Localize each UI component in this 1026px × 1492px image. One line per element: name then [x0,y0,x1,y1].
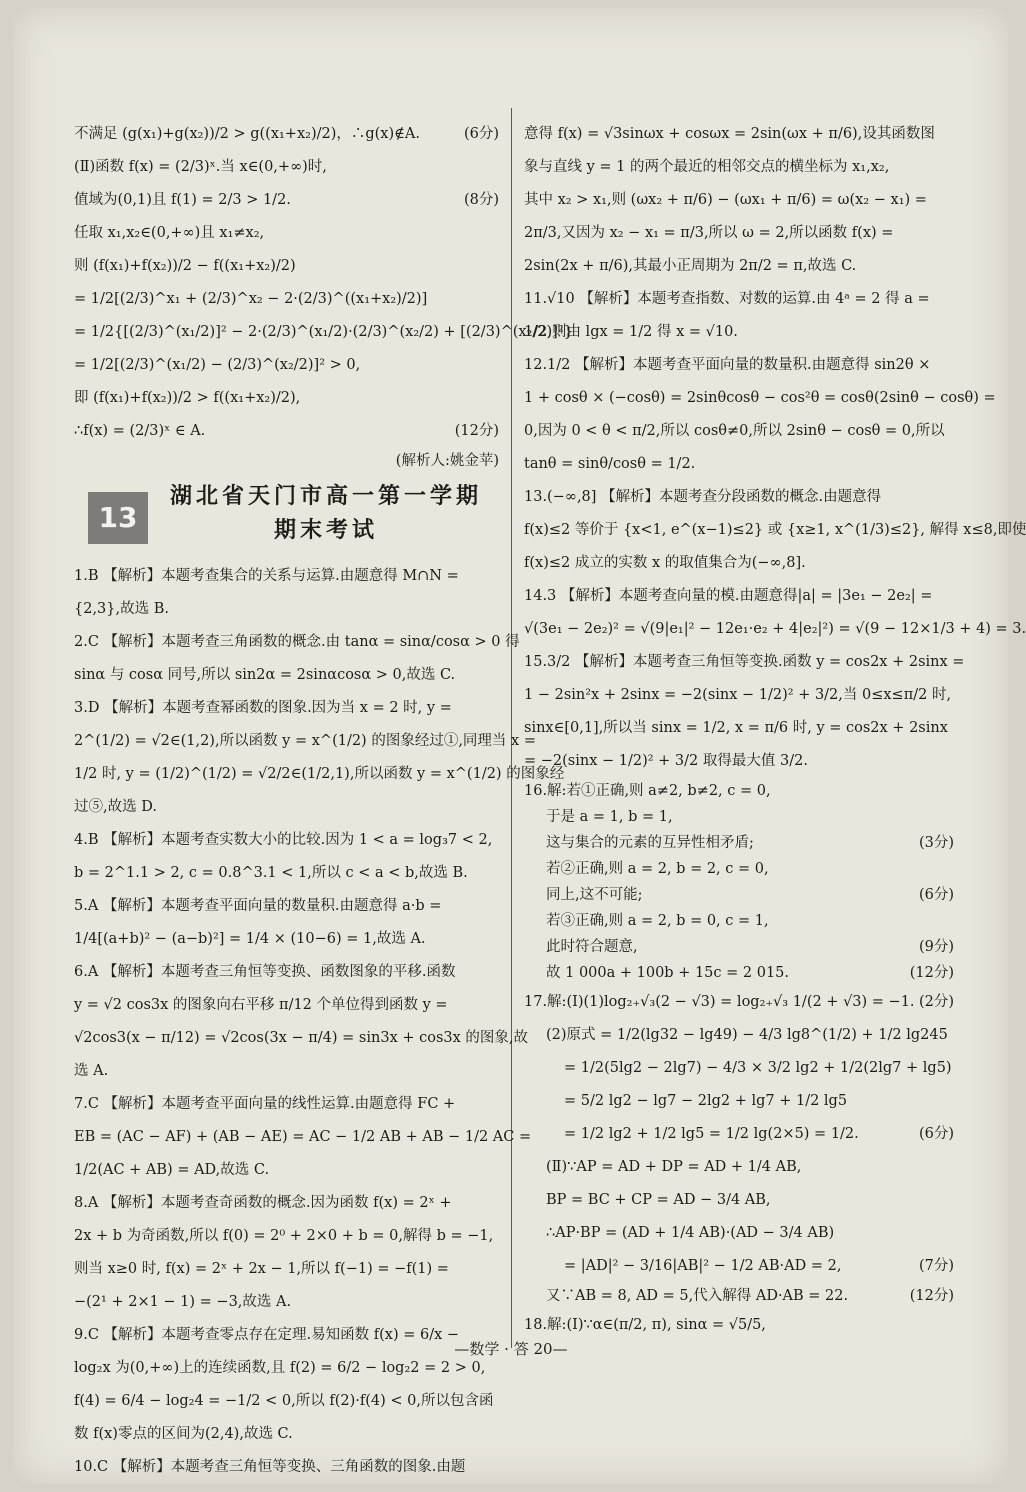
answer-line [524,349,954,382]
solution-line-text: 任取 x₁,x₂∈(0,+∞)且 x₁≠x₂, [74,225,265,241]
answer-line [74,1451,499,1484]
answer-line-text: 故 1 000a + 100b + 15c = 2 015. [546,965,790,981]
answer-line [524,250,954,283]
answer-line-text: BP = BC + CP = AD − 3/4 AB, [546,1192,771,1208]
solution-line [74,217,499,250]
answer-line-text: 若②正确,则 a = 2, b = 2, c = 0, [546,861,769,877]
answer-line-text: 7.C 【解析】本题考查平面向量的线性运算.由题意得 FC + [74,1096,456,1112]
answer-line-text: 17.解:(Ⅰ)(1)log₂₊√₃(2 − √3) = log₂₊√₃ 1/(2 + √3) = −1. [524,994,915,1010]
answer-line [524,804,954,830]
solution-line [74,349,499,382]
answer-line [524,382,996,415]
section-12-solution-end [74,118,573,448]
answer-line [74,1187,499,1220]
answer-line-text: −(2¹ + 2×1 − 1) = −3,故选 A. [74,1294,292,1310]
page-footer: —数学 · 答 20— [454,1340,568,1358]
score-marker: (8分) [463,192,499,208]
score-marker: (6分) [463,126,499,142]
answer-line [524,712,954,745]
solution-line-text: 即 (f(x₁)+f(x₂))/2 > f((x₁+x₂)/2), [74,390,301,406]
answer-line-text: {2,3},故选 B. [74,601,169,617]
solution-line-text: 不满足 (g(x₁)+g(x₂))/2 > g((x₁+x₂)/2)，∴g(x)∉A. [74,126,420,142]
answer-line-text: 于是 a = 1, b = 1, [546,809,673,825]
answer-line [524,960,954,986]
solution-line-text: 则 (f(x₁)+f(x₂))/2 − f((x₁+x₂)/2) [74,258,296,274]
score-marker: (6分) [918,887,954,903]
answer-line [524,1019,954,1052]
score-marker: (2分) [918,994,954,1010]
answer-line [524,613,1026,646]
solution-line-text: = 1/2[(2/3)^x₁ + (2/3)^x₂ − 2·(2/3)^((x₁+x₂)/2)] [74,291,428,307]
answer-line [524,882,954,908]
answer-line [524,1118,954,1151]
answer-line-text: 1 + cosθ × (−cosθ) = 2sinθcosθ − cos²θ = cosθ(2sinθ − cosθ) = [524,390,996,406]
answer-line-text: 2π/3,又因为 x₂ − x₁ = π/3,所以 ω = 2,所以函数 f(x) = [524,225,894,241]
answer-line-text: f(x)≤2 等价于 {x<1, e^(x−1)≤2} 或 {x≥1, x^(1/3)≤2}, 解得 x≤8,即使 [524,522,1026,538]
answer-line [74,1088,499,1121]
answer-line [74,725,536,758]
score-marker: (12分) [454,423,499,439]
answer-line [524,908,954,934]
answer-line-text: f(4) = 6/4 − log₂4 = −1/2 < 0,所以 f(2)·f(4) < 0,所以包含函 [74,1393,494,1409]
answer-line [524,986,954,1019]
right-column [524,118,1026,1342]
answer-line-text: 1.B 【解析】本题考查集合的关系与运算.由题意得 M∩N = [74,568,459,584]
solution-line-text: = 1/2{[(2/3)^(x₁/2)]² − 2·(2/3)^(x₁/2)·(2/3)^(x₂/2) + [(2/3)^(x₂/2)]²} [74,324,573,340]
answer-line-text: 14.3 【解析】本题考查向量的模.由题意得|a| = |3e₁ − 2e₂| = [524,588,933,604]
answer-line-text: 10.C 【解析】本题考查三角恒等变换、三角函数的图象.由题 [74,1459,466,1475]
solution-line-text: ∴f(x) = (2/3)ˣ ∈ A. [74,423,206,439]
answer-line-text: 1/4[(a+b)² − (a−b)²] = 1/4 × (10−6) = 1,故选 A. [74,931,426,947]
answer-line-text: 1 − 2sin²x + 2sinx = −2(sinx − 1/2)² + 3/2,当 0≤x≤π/2 时, [524,687,952,703]
score-marker: (12分) [909,965,954,981]
solution-line-text: 值域为(0,1)且 f(1) = 2/3 > 1/2. [74,192,291,208]
answer-line-text: 象与直线 y = 1 的两个最近的相邻交点的横坐标为 x₁,x₂, [524,159,890,175]
answer-line-text: 4.B 【解析】本题考查实数大小的比较.因为 1 < a = log₃7 < 2, [74,832,493,848]
answer-line-text: √2cos3(x − π/12) = √2cos(3x − π/4) = sin3x + cos3x 的图象,故 [74,1030,529,1046]
answer-line-text: 1/2,则由 lgx = 1/2 得 x = √10. [524,324,738,340]
answer-line [524,1184,954,1217]
answer-line-text: 18.解:(Ⅰ)∵α∈(π/2, π), sinα = √5/5, [524,1317,766,1333]
answer-line [524,283,954,316]
answer-line [74,1418,499,1451]
answer-line [74,791,499,824]
answer-line [524,217,954,250]
answer-line [524,830,954,856]
answer-line-text: = 1/2(5lg2 − 2lg7) − 4/3 × 3/2 lg2 + 1/2(2lg7 + lg5) [564,1060,952,1076]
answer-line [74,560,499,593]
answer-line-text: = 1/2 lg2 + 1/2 lg5 = 1/2 lg(2×5) = 1/2. [564,1126,859,1142]
answer-line-text: f(x)≤2 成立的实数 x 的取值集合为(−∞,8]. [524,555,806,571]
column-divider [511,108,512,1348]
answer-line [74,1253,499,1286]
answer-line [74,659,499,692]
answer-line-text: = 5/2 lg2 − lg7 − 2lg2 + lg7 + 1/2 lg5 [564,1093,848,1109]
solution-line-text: (Ⅱ)函数 f(x) = (2/3)ˣ.当 x∈(0,+∞)时, [74,159,327,175]
answer-line-text: 同上,这不可能; [546,887,643,903]
answer-line-text: b = 2^1.1 > 2, c = 0.8^3.1 < 1,所以 c < a < b,故选 B. [74,865,468,881]
answer-line [74,956,499,989]
solution-line-text: = 1/2[(2/3)^(x₁/2) − (2/3)^(x₂/2)]² > 0, [74,357,361,373]
answer-line [524,934,954,960]
answer-line-text: 则当 x≥0 时, f(x) = 2ˣ + 2x − 1,所以 f(−1) = −f(1) = [74,1261,449,1277]
section-title [166,480,486,548]
answer-line [74,1055,499,1088]
attribution: (解析人:姚金苹) [395,453,499,469]
answer-line-text: √(3e₁ − 2e₂)² = √(9|e₁|² − 12e₁·e₂ + 4|e₂|²) = √(9 − 12×1/3 + 4) = 3. [524,621,1026,637]
answer-line-text: = |AD|² − 3/16|AB|² − 1/2 AB·AD = 2, [564,1258,842,1274]
score-marker: (3分) [918,835,954,851]
answer-line [74,857,499,890]
answer-line-text: (2)原式 = 1/2(lg32 − lg49) − 4/3 lg8^(1/2) + 1/2 lg245 [546,1027,948,1043]
score-marker: (6分) [918,1126,954,1142]
answer-line [74,1286,499,1319]
answer-line-text: 13.(−∞,8] 【解析】本题考查分段函数的概念.由题意得 [524,489,882,505]
answer-line-text: 8.A 【解析】本题考查奇函数的概念.因为函数 f(x) = 2ˣ + [74,1195,452,1211]
answer-line-text: 2x + b 为奇函数,所以 f(0) = 2⁰ + 2×0 + b = 0,解得 b = −1, [74,1228,494,1244]
answer-page [14,8,1026,1484]
answer-line-text: tanθ = sinθ/cosθ = 1/2. [524,456,696,472]
answer-line-text: 5.A 【解析】本题考查平面向量的数量积.由题意得 a·b = [74,898,442,914]
solution-line [74,382,499,415]
answer-line [74,1154,499,1187]
score-marker: (7分) [918,1258,954,1274]
answer-line [524,547,954,580]
answer-line-text: 2.C 【解析】本题考查三角函数的概念.由 tanα = sinα/cosα > 0 得 [74,634,520,650]
answer-line [524,1151,954,1184]
answer-line [524,679,954,712]
answer-line-text: log₂x 为(0,+∞)上的连续函数,且 f(2) = 6/2 − log₂2 = 2 > 0, [74,1360,486,1376]
answer-line [524,1052,954,1085]
answer-line-text: 12.1/2 【解析】本题考查平面向量的数量积.由题意得 sin2θ × [524,357,931,373]
answer-line-text: 过⑤,故选 D. [74,799,157,815]
answer-line [524,1283,954,1309]
answer-line [524,580,954,613]
answer-line-text: 这与集合的元素的互异性相矛盾; [546,835,754,851]
answer-line-text: 16.解:若①正确,则 a≠2, b≠2, c = 0, [524,783,771,799]
answer-line [524,316,954,349]
score-marker: (12分) [909,1288,954,1304]
answer-line [74,824,499,857]
solution-line [74,283,499,316]
answer-line [74,1220,499,1253]
answer-line-text: 1/2 时, y = (1/2)^(1/2) = √2/2∈(1/2,1),所以函数 y = x^(1/2) 的图象经 [74,766,565,782]
answer-line [74,692,499,725]
answer-line-text: 3.D 【解析】本题考查幂函数的图象.因为当 x = 2 时, y = [74,700,452,716]
answer-line-text: 15.3/2 【解析】本题考查三角恒等变换.函数 y = cos2x + 2sinx = [524,654,965,670]
answer-line-text: 若③正确,则 a = 2, b = 0, c = 1, [546,913,769,929]
section-title-line-1: 湖北省天门市高一第一学期 [169,484,482,509]
answer-line [74,1385,499,1418]
answer-line [74,758,565,791]
answer-line-text: 数 f(x)零点的区间为(2,4),故选 C. [74,1426,293,1442]
answer-line [524,514,1026,547]
answer-line-text: 9.C 【解析】本题考查零点存在定理.易知函数 f(x) = 6/x − [74,1327,460,1343]
answer-line-text: EB = (AC − AF) + (AB − AE) = AC − 1/2 AB + AB − 1/2 AC = [74,1129,532,1145]
answer-line-text: 其中 x₂ > x₁,则 (ωx₂ + π/6) − (ωx₁ + π/6) = ω(x₂ − x₁) = [524,192,927,208]
answer-line-text: 此时符合题意, [546,939,638,955]
section-title-line-2: 期末考试 [273,518,378,543]
answer-line [524,778,954,804]
answer-line [524,1217,954,1250]
answer-line [524,646,965,679]
solution-line [74,184,499,217]
answer-line [524,118,954,151]
answer-line [524,184,954,217]
answer-line [74,593,499,626]
answer-line-text: 2^(1/2) = √2∈(1,2),所以函数 y = x^(1/2) 的图象经过①,同理当 x = [74,733,536,749]
answer-line [524,1250,954,1283]
section-number-badge: 13 [88,492,148,544]
answer-line [524,448,954,481]
solution-line [74,316,573,349]
score-marker: (9分) [918,939,954,955]
answer-line-text: 0,因为 0 < θ < π/2,所以 cosθ≠0,所以 2sinθ − cosθ = 0,所以 [524,423,945,439]
solution-line [74,415,499,448]
right-answers [524,118,1026,1342]
answer-line [524,481,954,514]
answer-line [74,989,499,1022]
answer-line [524,745,954,778]
answer-line-text: 11.√10 【解析】本题考查指数、对数的运算.由 4ᵃ = 2 得 a = [524,291,930,307]
answer-line [74,923,499,956]
answer-line-text: 6.A 【解析】本题考查三角恒等变换、函数图象的平移.函数 [74,964,456,980]
answer-line [524,1085,954,1118]
answer-line-text: 1/2(AC + AB) = AD,故选 C. [74,1162,270,1178]
answer-line [74,626,520,659]
answer-line-text: ∴AP·BP = (AD + 1/4 AB)·(AD − 3/4 AB) [546,1225,835,1241]
answer-line [74,1022,529,1055]
answer-line [74,890,499,923]
section-banner [74,480,499,552]
solution-line [74,151,499,184]
answer-line [74,1121,532,1154]
answer-line [524,856,954,882]
solution-line [74,118,499,151]
answer-line-text: sinx∈[0,1],所以当 sinx = 1/2, x = π/6 时, y = cos2x + 2sinx [524,720,948,736]
answer-line-text: = −2(sinx − 1/2)² + 3/2 取得最大值 3/2. [524,753,808,769]
answer-line-text: 2sin(2x + π/6),其最小正周期为 2π/2 = π,故选 C. [524,258,857,274]
answer-line-text: sinα 与 cosα 同号,所以 sin2α = 2sinαcosα > 0,故选 C. [74,667,456,683]
answer-line-text: 选 A. [74,1063,109,1079]
solution-line [74,250,499,283]
answer-line-text: y = √2 cos3x 的图象向右平移 π/12 个单位得到函数 y = [74,997,448,1013]
answer-line [524,415,954,448]
answer-line-text: (Ⅱ)∵AP = AD + DP = AD + 1/4 AB, [546,1159,802,1175]
answer-line-text: 意得 f(x) = √3sinωx + cosωx = 2sin(ωx + π/6),设其函数图 [524,126,935,142]
answer-line-text: 又∵AB = 8, AD = 5,代入解得 AD·AB = 22. [546,1288,849,1304]
answer-line [524,151,954,184]
